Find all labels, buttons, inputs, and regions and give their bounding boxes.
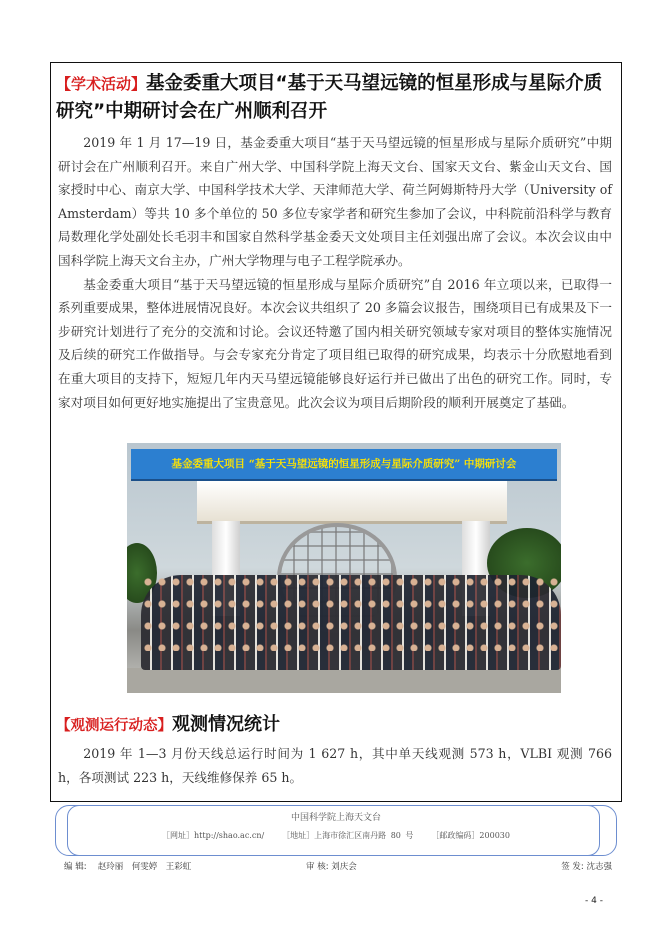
paragraph: 基金委重大项目“基于天马望远镜的恒星形成与星际介质研究”自 2016 年立项以来，已取得一系列重要成果，整体进展情况良好。本次会议共组织了 20 多篇会议报告，围绕项目已有成果及下一步研究计划进行了充分的交流和讨论。会议还特邀了国内相关研究领域专家对项目的整体实施情况及后续的研究工作做指导。与会专家充分肯定了项目组已取得的研究成果，均表示十分欣慰地看到在重大项目的支持下，短短几年内天马望远镜能够良好运行并已做出了出色的研究工作。同时，专家对项目如何更好地实施提出了宝贵意见。此次会议为项目后期阶段的顺利开展奠定了基础。 (58, 276, 612, 410)
group-photo (127, 443, 561, 693)
page-number: - 4 - (585, 896, 603, 906)
editors: 编 辑: 赵玲丽 何雯婷 王彩虹 (64, 862, 192, 872)
paragraph: 2019 年 1—3 月份天线总运行时间为 1 627 h，其中单天线观测 573 h，VLBI 观测 766 h，各项测试 223 h，天线维修保养 65 h。 (58, 746, 612, 785)
title-text: 基金委重大项目“基于天马望远镜的恒星形成与星际介质研究”中期研讨会在广州顺利召开 (56, 73, 603, 122)
issuer: 签 发: 沈志强 (561, 862, 612, 872)
photo-banner: 基金委重大项目 “基于天马望远镜的恒星形成与星际介质研究” 中期研讨会 (131, 449, 557, 481)
article-title (56, 70, 616, 125)
footer-box (55, 805, 617, 856)
footer-postcode: ［邮政编码］200030 (431, 831, 510, 840)
footer-org: 中国科学院上海天文台 (290, 813, 381, 823)
reviewer: 审 核: 刘庆会 (306, 862, 357, 872)
footer-website[interactable]: ［网址］http://shao.ac.cn/ (162, 831, 265, 840)
title-text: 观测情况统计 (172, 714, 280, 735)
article-body (58, 131, 612, 414)
section-title (56, 710, 280, 736)
category-tag: 【学术活动】 (56, 75, 147, 93)
article-body (58, 742, 612, 789)
category-tag: 【观测运行动态】 (56, 718, 172, 734)
paragraph: 2019 年 1 月 17—19 日，基金委重大项目“基于天马望远镜的恒星形成与星际介质研究”中期研讨会在广州顺利召开。来自广州大学、中国科学院上海天文台、国家天文台、紫金山天文台、国家授时中心、南京大学、中国科学技术大学、天津师范大学、荷兰阿姆斯特丹大学（University of Amsterdam）等共 10 多个单位的 50 多位专家学者和研究生参加了会议，中科院前沿科学与教育局数理化学处副处长毛羽丰和国家自然科学基金委天文处项目主任刘强出席了会议。本次会议由中国科学院上海天文台主办，广州大学物理与电子工程学院承办。 (58, 135, 612, 268)
footer-address: ［地址］上海市徐汇区南丹路 80 号 (282, 831, 414, 840)
